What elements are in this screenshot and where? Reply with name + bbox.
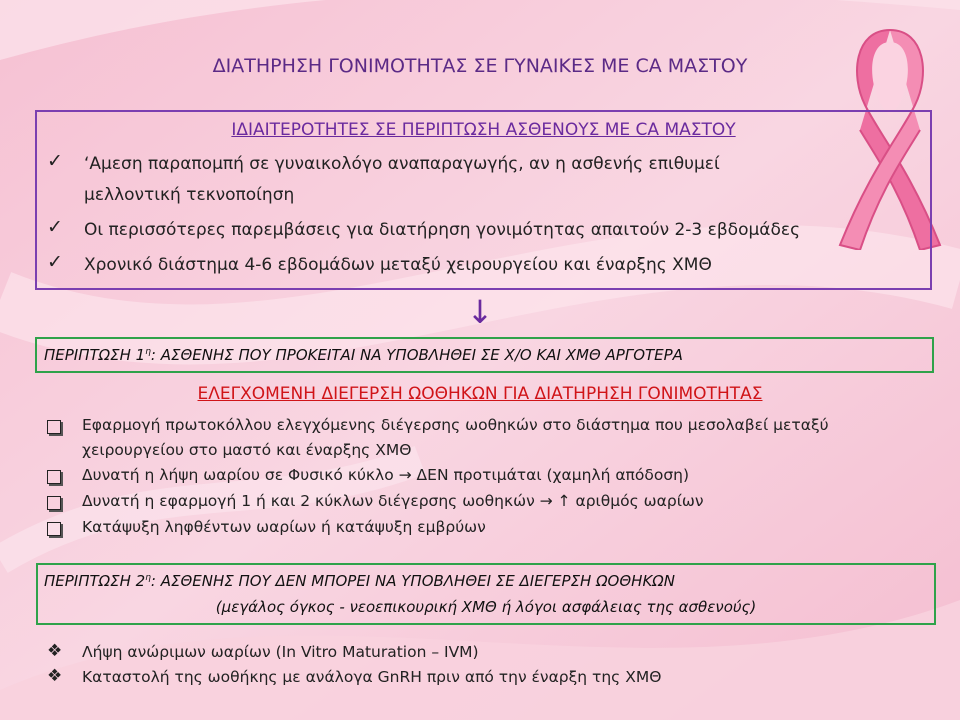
checkmark-icon: ✓: [47, 150, 63, 172]
considerations-item-text: Οι περισσότερες παρεμβάσεις για διατήρηση γονιμότητας απαιτούν 2-3 εβδομάδες: [84, 220, 801, 240]
considerations-heading: ΙΔΙΑΙΤΕΡΟΤΗΤΕΣ ΣΕ ΠΕΡΙΠΤΩΣΗ ΑΣΘΕΝΟΥΣ ΜΕ CA ΜΑΣΤΟΥ: [231, 120, 736, 140]
checkmark-icon: ✓: [47, 251, 63, 273]
page-title: ΔΙΑΤΗΡΗΣΗ ΓΟΝΙΜΟΤΗΤΑΣ ΣΕ ΓΥΝΑΙΚΕΣ ΜΕ CA ΜΑΣΤΟΥ: [212, 55, 748, 77]
option-item-text: Καταστολή της ωοθήκης με ανάλογα GnRH πριν από την έναρξη της ΧΜΘ: [82, 668, 662, 686]
square-bullet-icon: [47, 420, 61, 434]
considerations-item-text: μελλοντική τεκνοποίηση: [84, 185, 295, 205]
square-bullet-icon: [47, 496, 61, 510]
case2-subtext: (μεγάλος όγκος - νεοεπικουρική ΧΜΘ ή λόγοι ασφάλειας της ασθενούς): [215, 598, 757, 616]
down-arrow-icon: ↓: [466, 293, 494, 331]
considerations-item-text: Χρονικό διάστημα 4-6 εβδομάδων μεταξύ χειρουργείου και έναρξης ΧΜΘ: [84, 255, 712, 275]
diamond-bullet-icon: ❖: [47, 641, 63, 661]
stimulation-item-text: Δυνατή η λήψη ωαρίου σε Φυσικό κύκλο → ΔΕΝ προτιμάται (χαμηλή απόδοση): [82, 466, 690, 484]
considerations-item-text: ‘Αμεση παραπομπή σε γυναικολόγο αναπαραγωγής, αν η ασθενής επιθυμεί: [84, 154, 720, 174]
case2-text: ΠΕΡΙΠΤΩΣΗ $2^\eta$: ΑΣΘΕΝΗΣ ΠΟΥ ΔΕΝ ΜΠΟΡΕΙ ΝΑ ΥΠΟΒΛΗΘΕΙ ΣΕ ΔΙΕΓΕΡΣΗ ΩΟΘΗΚΩΝ: [44, 572, 675, 590]
diamond-bullet-icon: ❖: [47, 666, 63, 686]
option-item-text: Λήψη ανώριμων ωαρίων (In Vitro Maturation – IVM): [82, 643, 479, 661]
square-bullet-icon: [47, 522, 61, 536]
controlled-stimulation-heading: ΕΛΕΓΧΟΜΕΝΗ ΔΙΕΓΕΡΣΗ ΩΟΘΗΚΩΝ ΓΙΑ ΔΙΑΤΗΡΗΣΗ ΓΟΝΙΜΟΤΗΤΑΣ: [197, 384, 763, 404]
case1-text: ΠΕΡΙΠΤΩΣΗ $1^\eta$: ΑΣΘΕΝΗΣ ΠΟΥ ΠΡΟΚΕΙΤΑΙ ΝΑ ΥΠΟΒΛΗΘΕΙ ΣΕ Χ/Ο ΚΑΙ ΧΜΘ ΑΡΓΟΤΕΡΑ: [44, 346, 683, 364]
stimulation-item-text: Δυνατή η εφαρμογή 1 ή και 2 κύκλων διέγερσης ωοθηκών → ↑ αριθμός ωαρίων: [82, 492, 704, 510]
stimulation-item-text: χειρουργείου στο μαστό και έναρξης ΧΜΘ: [82, 441, 412, 459]
square-bullet-icon: [47, 470, 61, 484]
checkmark-icon: ✓: [47, 216, 63, 238]
stimulation-item-text: Κατάψυξη ληφθέντων ωαρίων ή κατάψυξη εμβρύων: [82, 518, 486, 536]
stimulation-item-text: Εφαρμογή πρωτοκόλλου ελεγχόμενης διέγερσης ωοθηκών στο διάστημα που μεσολαβεί μεταξύ: [82, 416, 829, 434]
